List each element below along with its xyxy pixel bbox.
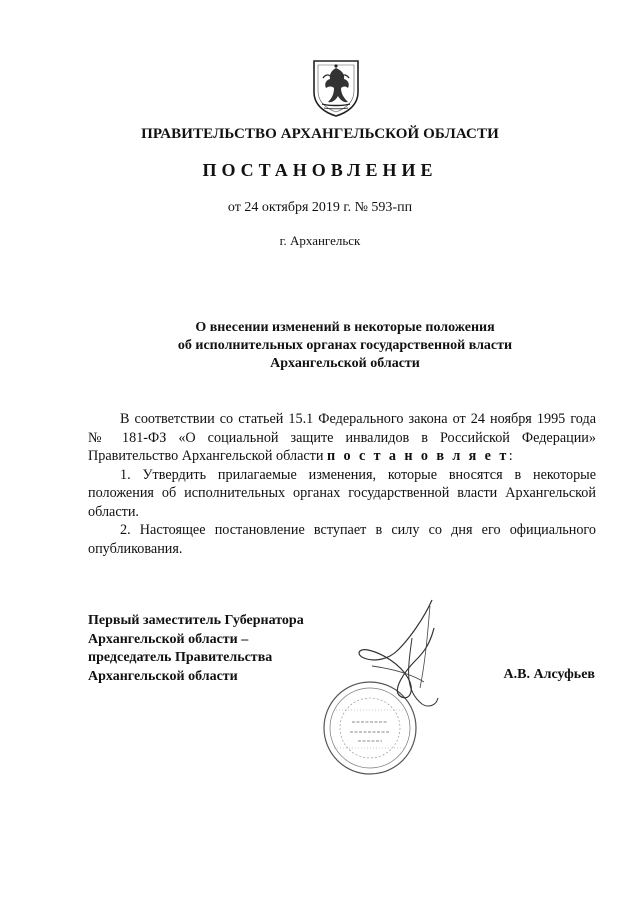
title-line-3: Архангельской области [270, 356, 420, 371]
signer-position-line-1: Первый заместитель Губернатора [88, 613, 304, 628]
document-title [80, 319, 610, 373]
item-1-paragraph: 1. Утвердить прилагаемые изменения, которые вносятся в некоторые положения об исполнительных органах государственной власти Архангельской области. [88, 466, 596, 520]
intro-text: В соответствии со статьей 15.1 Федерального закона от 24 ноября 1995 года № 181-ФЗ «О социальной защите инвалидов в Российской Федерации» Правительство Архангельской области [88, 411, 596, 464]
government-name: ПРАВИТЕЛЬСТВО АРХАНГЕЛЬСКОЙ ОБЛАСТИ [141, 126, 499, 142]
document-date-number: от 24 октября 2019 г. № 593-пп [227, 200, 413, 215]
decree-colon: : [508, 448, 513, 464]
intro-paragraph [88, 410, 596, 466]
handwritten-signature-icon [359, 600, 438, 706]
stamp-and-signature [312, 598, 452, 778]
official-stamp-icon [324, 682, 416, 774]
title-line-2: об исполнительных органах государственной власти [177, 338, 513, 353]
signer-name: А.В. Алсуфьев [503, 667, 595, 682]
title-line-1: О внесении изменений в некоторые положения [195, 320, 495, 335]
decree-word: п о с т а н о в л я е т [327, 448, 509, 464]
coat-of-arms-icon [310, 58, 362, 118]
signer-position [88, 612, 304, 686]
document-type-heading: ПОСТАНОВЛЕНИЕ [202, 160, 438, 180]
item-2-paragraph: 2. Настоящее постановление вступает в силу со дня его официального опубликования. [88, 522, 596, 557]
document-city: г. Архангельск [279, 233, 361, 248]
signer-position-line-4: Архангельской области [88, 668, 238, 684]
document-body [88, 410, 596, 558]
signer-position-line-3: председатель Правительства [88, 650, 273, 665]
signer-position-line-2: Архангельской области – [88, 631, 249, 647]
